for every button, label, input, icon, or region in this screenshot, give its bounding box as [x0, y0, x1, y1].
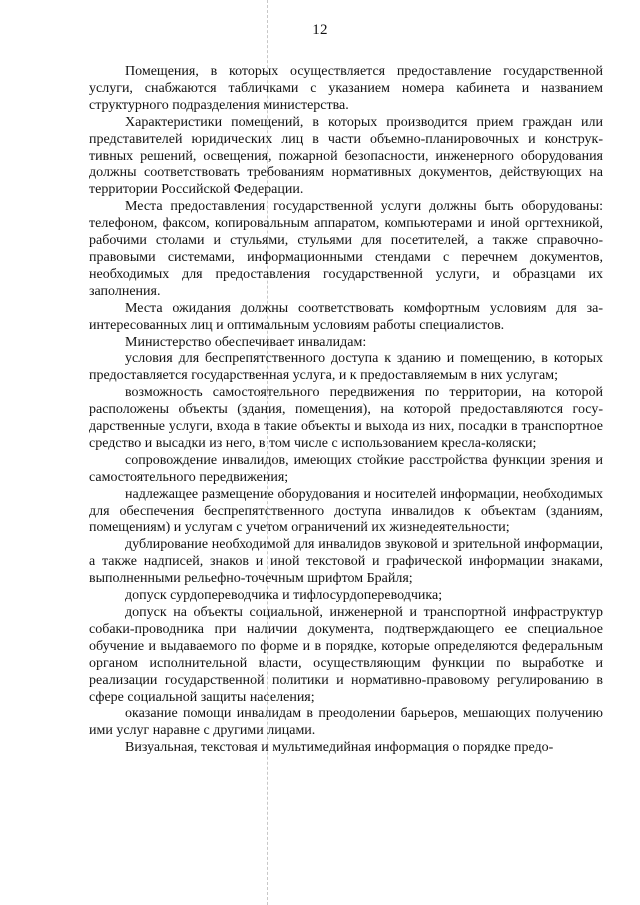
- list-item-independent-movement: возможность самостоятельного передвижения по территории, на которой расположены объекты (здания, помещения), на которой предоставляются государственные услуги, входа в такие объекты и выхода из них, посадки в транспортное средство и высадки из него, в том числе с использованием кресла-коляски;: [89, 385, 603, 451]
- page-number: 12: [312, 22, 328, 38]
- paragraph-waiting-places: Места ожидания должны соответствовать комфортным условиям для заинтересованных лиц и оптимальным условиям работы специалистов.: [89, 300, 603, 333]
- list-item-unobstructed-access: условия для беспрепятственного доступа к зданию и помещению, в которых предоставляется государственная услуга, и к предоставляемым в них услугам;: [89, 351, 603, 384]
- document-body: [89, 64, 603, 757]
- list-item-accompaniment: сопровождение инвалидов, имеющих стойкие расстройства функции зрения и самостоятельного передвижения;: [89, 452, 603, 485]
- paragraph-ministry-provides: Министерство обеспечивает инвалидам:: [125, 334, 367, 350]
- paragraph-premises-characteristics: Характеристики помещений, в которых производится прием граждан или представителей юридических лиц в части объемно-планировочных и конструктивных решений, освещения, пожарной безопасности, инженерного оборудования должны соответствовать требованиям нормативных документов, действующих на территории Российской Федерации.: [89, 114, 603, 198]
- paragraph-visual-information: Визуальная, текстовая и мультимедийная информация о порядке предо-: [125, 740, 554, 756]
- list-item-equipment-placement: надлежащее размещение оборудования и носителей информации, необходимых для обеспечения беспрепятственного доступа инвалидов к объектам (зданиям, помещениям) и услугам с учетом ограничений их жизнедеятельности;: [89, 486, 603, 536]
- paragraph-service-places-equipment: Места предоставления государственной услуги должны быть оборудованы: телефоном, факсом, копировальным аппаратом, компьютерами и иной оргтехникой, рабочими столами и стульями, стульями для посетителей, а также справочно-правовыми системами, информационными стендами с перечнем документов, необходимых для предоставления государственной услуги, и образцами их заполнения.: [89, 199, 603, 299]
- list-item-sign-interpreter: допуск сурдопереводчика и тифлосурдопереводчика;: [125, 588, 443, 604]
- list-item-barrier-assistance: оказание помощи инвалидам в преодолении барьеров, мешающих получению ими услуг наравне с другими лицами.: [89, 706, 603, 739]
- list-item-guide-dog: допуск на объекты социальной, инженерной и транспортной инфраструктур собаки-проводника при наличии документа, подтверждающего ее специальное обучение и выдаваемого по форме и в порядке, которые определяются федеральным органом исполнительной власти, осуществляющим функции по выработке и реализации государственной политики и нормативно-правовому регулированию в сфере социальной защиты населения;: [89, 605, 603, 705]
- list-item-braille-duplication: дублирование необходимой для инвалидов звуковой и зрительной информации, а также надписей, знаков и иной текстовой и графической информации знаками, выполненными рельефно-точечным шрифтом Брайля;: [89, 537, 603, 587]
- paragraph-premises-signs: Помещения, в которых осуществляется предоставление государственной услуги, снабжаются табличками с указанием номера кабинета и названием структурного подразделения министерства.: [89, 64, 603, 113]
